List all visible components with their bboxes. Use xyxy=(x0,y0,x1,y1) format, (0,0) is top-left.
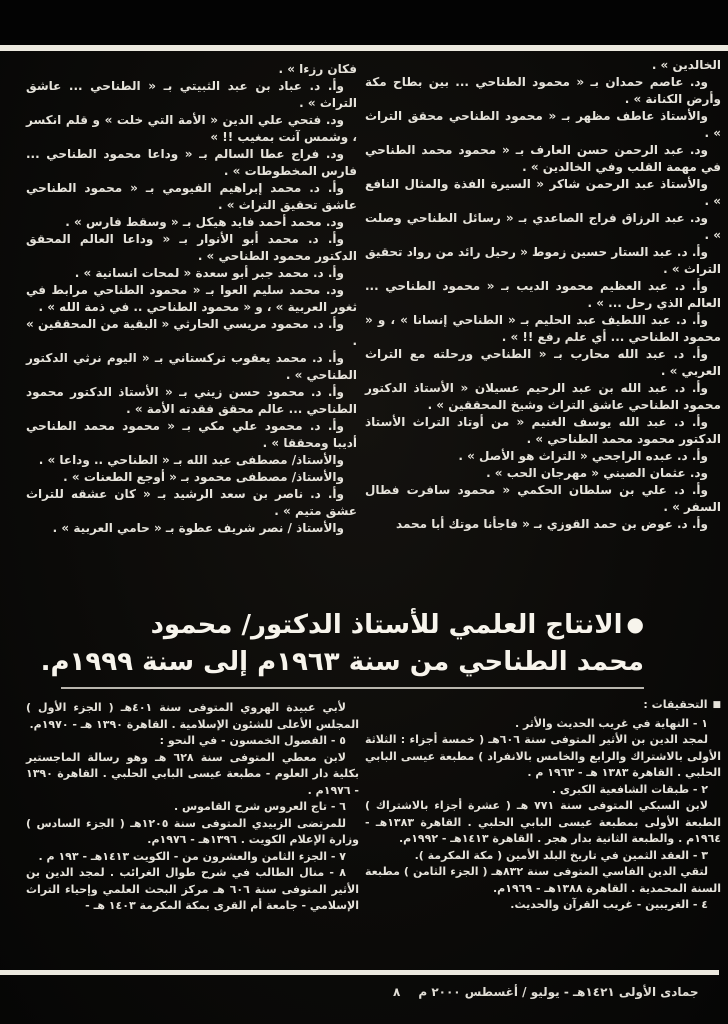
tribute-continuation-line: فكان رزءا » . xyxy=(278,62,357,76)
bibliography-list-left xyxy=(26,700,359,915)
tribute-entry: وأ. د. عبد العظيم محمود الديب بـ « محمود الطناحي ... العالم الذي رحل ... » . xyxy=(365,279,721,310)
heading-underline xyxy=(61,687,644,689)
square-bullet-icon: ■ xyxy=(712,700,721,710)
tribute-list-right xyxy=(365,74,721,533)
tribute-entry: وأ. د. عوض بن حمد القوزي بـ « فاجأنا موتك أبا محمد xyxy=(396,517,708,531)
tribute-entry: وأ. د. عبد اللطيف عبد الحليم بـ « الطناحي إنسانا » ، و « محمود الطناحي ... أي علم رفع !! » . xyxy=(365,313,721,344)
bibliography-paragraph: للمرتضى الزبيدي المتوفى سنة ١٢٠٥هـ ( الجزء السادس ) وزارة الإعلام الكويت . ١٣٩٦هـ - ١٩٧٦م. xyxy=(26,816,359,846)
tributes-column-right xyxy=(365,57,721,533)
bibliography-title xyxy=(365,697,721,714)
bibliography-paragraph: ١ - النهاية في غريب الحديث والأثر . xyxy=(514,716,708,730)
tribute-entry: والأستاذ عبد الرحمن شاكر « السيرة الفذة والمثال النافع » . xyxy=(365,177,721,208)
bibliography-paragraph: ٣ - العقد الثمين في تاريخ البلد الأمين ( مكة المكرمة ). xyxy=(414,848,708,862)
tribute-entry: ود. فراج عطا السالم بـ « وداعا محمود الطناحي ... فارس المخطوطات » . xyxy=(26,147,357,178)
tribute-entry: والأستاذ / نصر شريف عطوة بـ « حامي العربية » . xyxy=(52,521,344,535)
tribute-entry: والأستاذ/ مصطفى عبد الله بـ « الطناحي .. وداعا » . xyxy=(38,453,344,467)
tribute-entry: وأ. د. محمود حسن زيني بـ « الأستاذ الدكتور محمود الطناحي ... عالم محقق فقدته الأمة » . xyxy=(26,385,357,416)
circle-bullet-icon: ● xyxy=(626,612,644,636)
page-footer xyxy=(393,985,699,999)
bibliography-list-right xyxy=(365,716,721,914)
bibliography-column-left xyxy=(26,700,359,915)
bibliography-paragraph: ٢ - طبقات الشافعية الكبرى . xyxy=(551,782,708,796)
tribute-entry: وأ. د. محمود علي مكي بـ « محمود محمد الطناحي أديبا ومحققا » . xyxy=(26,419,357,450)
tribute-entry: وأ. د. محمود مريسي الحارثي « البقية من المحققين » . xyxy=(26,317,357,348)
heading-line-2: محمد الطناحي من سنة ١٩٦٣م إلى سنة ١٩٩٩م. xyxy=(40,647,644,677)
bibliography-paragraph: لأبي عبيدة الهروي المتوفى سنة ٤٠١هـ ( الجزء الأول ) المجلس الأعلى للشئون الإسلامية . القاهرة ١٣٩٠ هـ - ١٩٧٠م. xyxy=(26,701,359,731)
tribute-entry: وأ. د. محمد أبو الأنوار بـ « وداعا العالم المحقق الدكتور محمود الطناحي » . xyxy=(26,232,357,263)
section-heading xyxy=(40,606,644,681)
tribute-entry: ود. عثمان الصيني « مهرجان الحب » . xyxy=(486,466,708,480)
tribute-entry: وأ. د. علي بن سلطان الحكمي « محمود سافرت فطال السفر » . xyxy=(365,483,721,514)
bibliography-paragraph: ٦ - تاج العروس شرح القاموس . xyxy=(173,800,346,813)
tribute-entry: وأ. د. عبد الله يوسف الغنيم « من أوتاد التراث الأستاذ الدكتور محمود محمد الطناحي » . xyxy=(365,415,721,446)
bibliography-paragraph: لتقي الدين الفاسي المتوفى سنة ٨٣٢هـ ( الجزء الثامن ) مطبعة السنة المحمدية . القاهرة ١٣٨٨هـ - ١٩٦٩م. xyxy=(365,865,721,895)
tribute-entry: ود. عاصم حمدان بـ « محمود الطناحي ... بين بطاح مكة وأرض الكنانة » . xyxy=(365,75,721,106)
issue-date: جمادى الأولى ١٤٢١هـ - يوليو / أغسطس ٢٠٠٠ م xyxy=(418,985,699,999)
tribute-list-left xyxy=(26,78,357,537)
tribute-entry: ود. عبد الرحمن حسن العارف بـ « محمود محمد الطناحي في مهمة القلب وفي الخالدين » . xyxy=(365,143,721,174)
tribute-entry: والأستاذ/ مصطفى محمود بـ « أوجع الطعنات » . xyxy=(63,470,344,484)
tribute-entry: وأ. د. عبد الله بن عبد الرحيم عسيلان « الأستاذ الدكتور محمود الطناحي عاشق التراث وشيخ المحققين » . xyxy=(365,381,721,412)
tribute-entry: وأ. د. ناصر بن سعد الرشيد بـ « كان عشقه للتراث عشق متيم » . xyxy=(26,487,357,518)
page-number: ٨ xyxy=(393,985,401,999)
tribute-entry: وأ. د. عباد بن عبد الثبيتي بـ « الطناحي ... عاشق التراث » . xyxy=(26,79,357,110)
tribute-entry: وأ. د. عبده الراجحي « التراث هو الأصل » . xyxy=(458,449,708,463)
tribute-entry: وأ. د. محمد يعقوب تركستاني بـ « اليوم نرثي الدكتور الطناحي » . xyxy=(26,351,357,382)
tribute-entry: والأستاذ عاطف مظهر بـ « محمود الطناحي محقق التراث » . xyxy=(365,109,721,140)
bibliography-paragraph: لمجد الدين بن الأثير المتوفى سنة ٦٠٦هـ ( خمسة أجزاء : الثلاثة الأولى بالاشتراك والرابع والخامس بالانفراد ) مطبعة عيسى البابي الحلبي . القاهرة ١٣٨٣ هـ - ١٩٦٣ م . xyxy=(365,733,721,779)
tributes-column-left xyxy=(26,61,357,537)
bibliography-column-right xyxy=(365,697,721,914)
tribute-entry: ود. فتحي علي الدين « الأمة التي خلت » و قلم انكسر ، وشمس آنت بمغيب !! » xyxy=(26,113,357,144)
bibliography-paragraph: ٥ - الفصول الخمسون - في النحو : xyxy=(159,734,346,747)
top-divider-rule xyxy=(0,45,728,51)
tribute-entry: وأ. د. عبد الستار حسين زموط « رحيل رائد من رواد تحقيق التراث » . xyxy=(365,245,721,276)
top-black-band xyxy=(0,0,728,45)
bibliography-paragraph: لابن السبكي المتوفى سنة ٧٧١ هـ ( عشرة أجزاء بالاشتراك ) الطبعة الأولى بمطبعة عيسى البابي الحلبي . القاهرة ١٣٨٣هـ - ١٩٦٤م . والطبعة الثانية بدار هجر . القاهرة ١٤١٣هـ - ١٩٩٢م. xyxy=(365,799,721,845)
bibliography-paragraph: ٤ - الغريبين - غريب القرآن والحديث. xyxy=(510,898,708,911)
footer-divider-rule xyxy=(0,970,719,975)
tribute-entry: وأ. د. محمد جبر أبو سعدة « لمحات انسانية » . xyxy=(74,266,344,280)
bibliography-title-text: التحقيقات : xyxy=(643,698,708,711)
tribute-entry: ود. محمد سليم العوا بـ « محمود الطناحي مرابط في ثغور العربية » ، و « محمود الطناحي .. في ذمة الله » . xyxy=(26,283,357,314)
tribute-continuation-line: الخالدين » . xyxy=(651,58,721,72)
tribute-entry: ود. عبد الرزاق فراج الصاعدي بـ « رسائل الطناحي وصلت » . xyxy=(365,211,721,242)
bibliography-paragraph: ٨ - منال الطالب في شرح طوال الغرائب . لمجد الدين بن الأثير المتوفى سنة ٦٠٦ هـ مركز البحث العلمي وإحياء التراث الإسلامي - جامعة أم القرى بمكة المكرمة ١٤٠٣ هـ - xyxy=(26,866,359,912)
heading-line-1 xyxy=(82,606,644,644)
bibliography-paragraph: لابن معطي المتوفى سنة ٦٢٨ هـ وهو رسالة الماجستير بكلية دار العلوم - مطبعة عيسى البابي الحلبي . القاهرة ١٣٩٠ - ١٩٧٦م . xyxy=(26,750,359,797)
tribute-entry: وأ. د. محمد إبراهيم الفيومي بـ « محمود الطناحي عاشق تحقيق التراث » . xyxy=(26,181,357,212)
tribute-entry: وأ. د. عبد الله محارب بـ « الطناحي ورحلته مع التراث العربي » . xyxy=(365,347,721,378)
bibliography-paragraph: ٧ - الجزء الثامن والعشرون من - الكويت ١٤١٣هـ - ١٩٣ م . xyxy=(38,849,346,863)
heading-text-1: الانتاج العلمي للأستاذ الدكتور/ محمود xyxy=(150,610,623,640)
tribute-entry: ود. محمد أحمد فايد هيكل بـ « وسقط فارس » . xyxy=(65,215,344,229)
